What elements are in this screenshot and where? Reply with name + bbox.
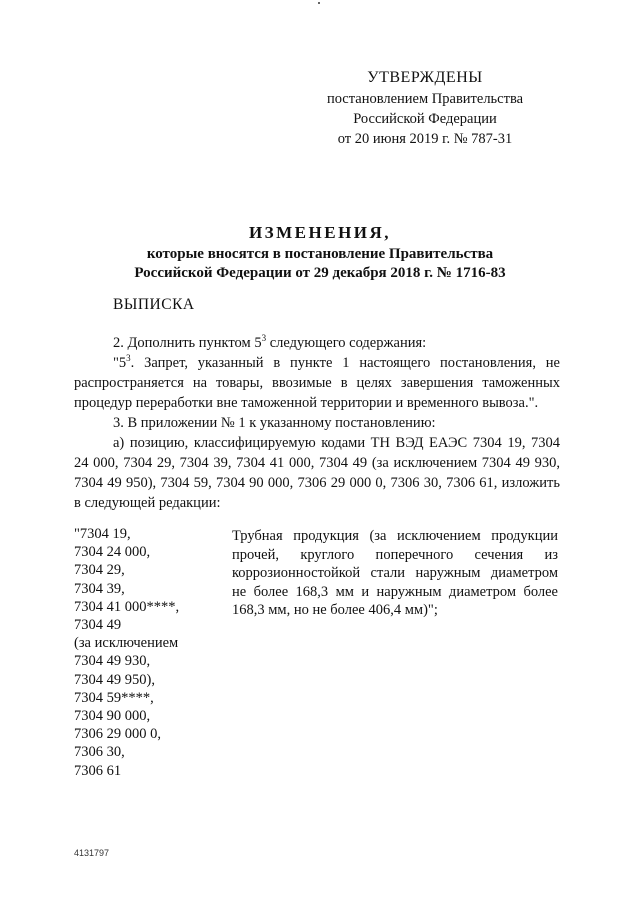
description-line-4: не более 168,3 мм и наружным диаметром более: [232, 583, 558, 600]
paragraph-2: [74, 333, 560, 353]
description-column: [232, 527, 558, 620]
code-item: 7304 29,: [74, 562, 125, 579]
approval-line-2: Российской Федерации: [353, 111, 497, 127]
paragraph-2-text-end: следующего содержания:: [266, 335, 427, 351]
code-item: 7304 41 000****,: [74, 598, 180, 615]
scan-mark: [318, 2, 320, 4]
code-item: 7304 49: [74, 617, 122, 634]
title-line-1: ИЗМЕНЕНИЯ,: [248, 223, 392, 242]
paragraph-a: а) позицию, классифицируемую кодами ТН ВЭД ЕАЭС 7304 19, 7304 24 000, 7304 29, 7304 39, 7304 41 000, 7304 49 (за исключением 7304 49 930, 7304 49 950), 7304 59, 7304 90 000, 7306 29 000 0, 7306 30, 7306 61, изложить в следующей редакции:: [74, 435, 560, 511]
description-line-5: 168,3 мм, но не более 406,4 мм)";: [232, 602, 438, 618]
description-line-3: коррозионностойкой стали наружным диаметром: [232, 565, 558, 581]
description-line-2: прочей, круглого поперечного сечения из: [232, 546, 558, 563]
code-item: "7304 19,: [74, 526, 131, 542]
body-text: [74, 333, 560, 513]
extract-label: ВЫПИСКА: [113, 296, 195, 313]
superscript: 3: [126, 353, 131, 364]
code-item: 7304 49 950),: [74, 671, 155, 688]
description-line-1: Трубная продукция (за исключением продукции: [232, 528, 558, 544]
superscript: 3: [261, 333, 267, 344]
approval-heading: УТВЕРЖДЕНЫ: [367, 69, 483, 86]
code-item: 7304 24 000,: [74, 544, 151, 561]
approval-line-3: от 20 июня 2019 г. № 787-31: [337, 131, 513, 147]
code-item: 7306 29 000 0,: [74, 726, 161, 743]
code-item: 7306 61: [74, 762, 122, 779]
approval-line-1: постановлением Правительства: [326, 91, 524, 107]
approval-block: [310, 68, 540, 149]
document-number: 4131797: [74, 848, 110, 858]
code-item: 7304 59****,: [74, 689, 154, 706]
code-item: 7306 30,: [74, 744, 125, 761]
paragraph-5-3-text: . Запрет, указанный в пункте 1 настоящего постановления, не распространяется на товары, ввозимые в целях завершения таможенных процедур переработки вне таможенной территории и временного вывоза.".: [74, 355, 560, 411]
paragraph-5-3: [74, 353, 560, 413]
paragraph-5-3-start: "5: [113, 355, 127, 371]
code-item: 7304 39,: [74, 580, 125, 597]
paragraph-2-text: 2. Дополнить пунктом 5: [113, 335, 262, 351]
title-line-3: Российской Федерации от 29 декабря 2018 г. № 1716-83: [134, 265, 506, 281]
code-item: 7304 90 000,: [74, 708, 151, 725]
document-title: [70, 223, 570, 283]
code-item: 7304 49 930,: [74, 653, 151, 670]
paragraph-3: 3. В приложении № 1 к указанному постановлению:: [113, 415, 436, 431]
title-line-2: которые вносятся в постановление Правительства: [146, 246, 494, 262]
codes-column: [74, 525, 234, 780]
code-item: (за исключением: [74, 635, 179, 652]
